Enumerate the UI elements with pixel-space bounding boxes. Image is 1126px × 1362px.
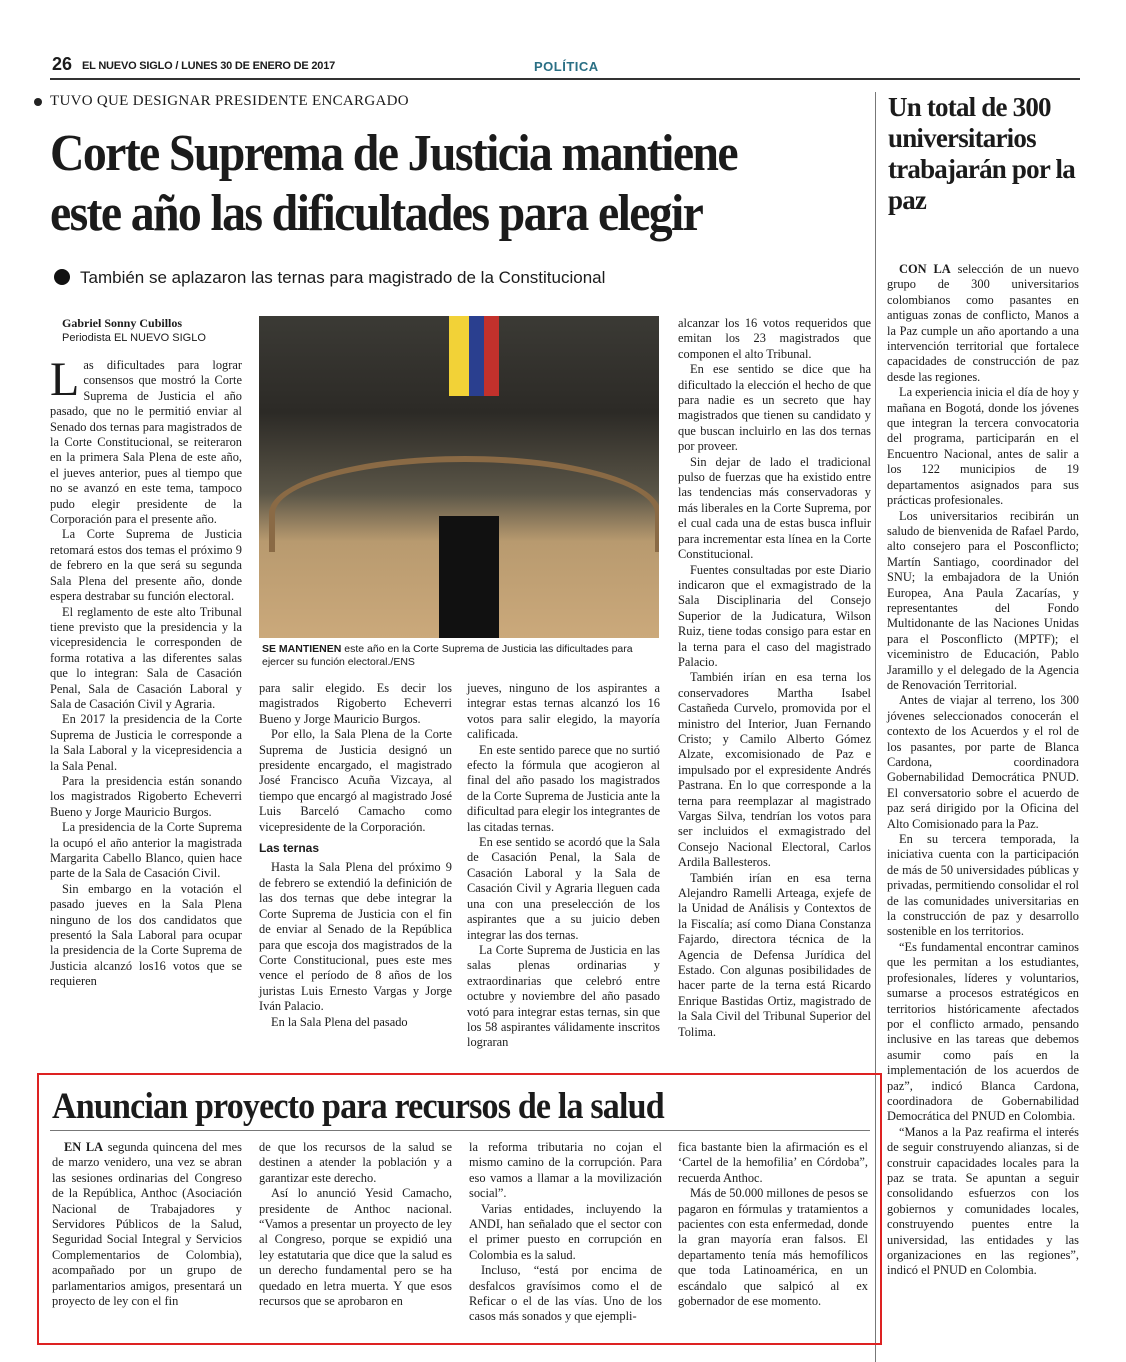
photo-caption: SE MANTIENEN este año en la Corte Suprema de Justicia las dificultades para ejercer su función electoral./ENS [262,643,633,668]
court-photo [259,316,659,638]
byline: Gabriel Sonny Cubillos [62,316,183,330]
drop-cap: L [50,353,80,406]
page-number: 26 [52,54,73,74]
box-column-1: EN LA segunda quincena del mes de marzo venidero, una vez se abran las sesiones ordinarias del Congreso de la República, Anthoc (Asociación Nacional de Trabajadores y Servidores Públicos de la Salud, Seguridad Social Integral y Servicios Complementarios de Colombia), acompañado por un grupo de parlamentarios amigos, presentará un proyecto de ley con el fin [52,1140,243,1309]
flag-shape [449,316,499,396]
article-column-2: para salir elegido. Es decir los magistrados Rigoberto Echeverri Bueno y Jorge Mauricio Burgos. Por ello, la Sala Plena de la Corte Suprema de Justicia designó un presidente encargado, el magistrado José Francisco Acuña Vizcaya, al tiempo que encargó al magistrado José Luis Barceló Camacho como vicepresidente de la Corporación. Las ternas Hasta la Sala Plena del próximo 9 de febrero se extendió la definición de las dos ternas que debe integrar la Corte Suprema de Justicia con el fin de enviar al Senado de la República para que escoja dos magistrados de la Corte Constitucional, pues este mes vence el período de 8 años de los juristas Luis Ernesto Vargas y Jorge Iván Palacio. En la Sala Plena del pasado [259,681,452,1029]
headline: Corte Suprema de Justicia mantiene este año las dificultades para elegir [50,125,737,242]
section-label: POLÍTICA [534,59,599,74]
box-rule [50,1130,870,1131]
box-column-3: la reforma tributaria no cojan el mismo camino de la corrupción. Para eso vamos a llamar a la movilización social”. Varias entidades, incluyendo la ANDI, han señalado que el sector con el primer puesto en corrupción en Colombia es la salud. Incluso, “está por encima de desfalcos gravísimos como el de Reficar o el de las vías. Uno de los casos más sonados y que ejempli- [469,1140,662,1324]
bullet-icon [34,98,42,106]
subheadline: También se aplazaron las ternas para magistrado de la Constitucional [54,268,605,288]
subhead-ternas: Las ternas [259,841,320,856]
box-headline: Anuncian proyecto para recursos de la salud [52,1086,664,1127]
article-column-1: Las dificultades para lograr consensos que mostró la Corte Suprema de Justicia el año pasado, que no le permitió enviar al Senado dos ternas para magistrados de la Corte Constitucional, se reiteraron en la primera Sala Plena de este año, el jueves anterior, pues al tiempo que no se avanzó en este tema, tampoco pudo elegir presidente de la Corporación para el presente año. La Corte Suprema de Justicia retomará estos dos temas el próximo 9 de febrero en la que será su segunda Sala Plena del presente año, donde espera destrabar su función electoral. El reglamento de este alto Tribunal tiene previsto que la presidencia y la vicepresidencia le corresponden de forma rotativa a las diferentes salas que lo integran: Sala de Casación Penal, Sala de Casación Laboral y Sala de Casación Civil y Agraria. En 2017 la presidencia de la Corte Suprema de Justicia le corresponde a la Sala Laboral y la vicepresidencia a la Sala Penal. Para la presidencia están sonando los magistrados Rigoberto Echeverri Bueno y Jorge Mauricio Burgos. La presidencia de la Corte Suprema la ocupó el año anterior la magistrada Margarita Cabello Blanco, quien hace parte de la Sala de Casación Civil. Sin embargo en la votación el pasado jueves en la Sala Plena ninguno de los dos candidatos que presentó la Sala Laboral para ocupar la presidencia de la Corte Suprema de Justicia alcanzó los16 votos que se requieren [50,353,242,989]
byline-role: Periodista EL NUEVO SIGLO [62,332,206,344]
folio: EL NUEVO SIGLO / LUNES 30 DE ENERO DE 2017 [82,60,336,72]
speaker-shape [439,516,499,638]
sidebar-title: Un total de 300 universitarios trabajarán por la paz [888,92,1075,215]
box-column-2: de que los recursos de la salud se destinen a atender la población y a garantizar este derecho. Así lo anunció Yesid Camacho, presidente de Anthoc nacional. “Vamos a presentar un proyecto de ley al Congreso, porque se expidió una ley estatutaria que dice que la salud es un derecho fundamental pero se ha quedado en letra muerta. Y que esos recursos que se aprobaron en [259,1140,452,1309]
kicker: TUVO QUE DESIGNAR PRESIDENTE ENCARGADO [34,93,409,110]
sidebar-body: CON LA selección de un nuevo grupo de 300 universitarios colombianos como pasantes en antiguas zonas de conflicto, Manos a la Paz cumple un año aportando a una intervención territorial que fortalece capacidades de construcción de paz desde las regiones. La experiencia inicia el día de hoy y mañana en Bogotá, donde los jóvenes que integran la tercera convocatoria del programa, participarán en el Encuentro Nacional, antes de salir a los 122 municipios de 19 departamentos asignados para sus prácticas profesionales. Los universitarios recibirán un saludo de bienvenida de Rafael Pardo, alto consejero para el Posconflicto; Martín Santiago, coordinador del SNU; la embajadora de la Unión Europea, Ana Paula Zacarías, y representantes del Fondo Multidonante de las Naciones Unidas para el Posconflicto (MPTF); el viceministro de Educación, Pablo Jaramillo y el delegado de la Agencia de Renovación Territorial. Antes de viajar al terreno, los 300 jóvenes seleccionados conocerán el contexto de los Acuerdos y el rol de los pasantes, por parte de Blanca Cardona, coordinadora Gobernabilidad Democrática PNUD. El conversatorio sobre el acuerdo de paz será dirigido por la Oficina del Alto Comisionado para la Paz. En su tercera temporada, la iniciativa cuenta con la participación de más de 50 universidades públicas y privadas, permitiendo consolidar el rol de las comunidades universitarias en la construcción de paz y desarrollo sostenible en los territorios. “Es fundamental encontrar caminos que les permitan a los estudiantes, profesionales, líderes y voluntarios, sumarse a procesos estratégicos en territorios históricamente afectados por el conflicto armado, pensando inclusive en las tareas que debemos asumir como país en la implementación de los acuerdos de paz”, indicó Blanca Cardona, coordinadora de Gobernabilidad Democrática del PNUD en Colombia. “Manos a la Paz reafirma el interés de seguir construyendo alianzas, si de construir capacidades locales para la paz se trata. Se apuntan a seguir consolidando esfuerzos con los gobiernos y comunidades locales, construyendo puentes entre la universidad, las entidades y las organizaciones en las regiones”, indicó el PNUD en Colombia. [887,262,1079,1278]
bullet-icon [54,269,70,285]
top-rule [50,78,1080,80]
article-column-3: jueves, ninguno de los aspirantes a integrar estas ternas alcanzó los 16 votos para salir elegido, la mayoría calificada. En este sentido parece que no surtió efecto la fórmula que acogieron al final del año pasado los magistrados de la Corte Suprema de Justicia ante la dificultad para elegir los integrantes de las citadas ternas. En ese sentido se acordó que la Sala de Casación Penal, la Sala de Casación Laboral y la Sala de Casación Civil y Agraria lleguen cada una con una preselección de los aspirantes que a su juicio deben integrar las dos ternas. La Corte Suprema de Justicia en las salas plenas ordinarias y extraordinarias que celebró entre octubre y noviembre del año pasado votó para integrar estas ternas, sin que los 58 aspirantes válidamente inscritos lograran [467,681,661,1050]
box-column-4: fica bastante bien la afirmación es el ‘Cartel de la hemofilia’ en Córdoba”, recuerda Anthoc. Más de 50.000 millones de pesos se pagaron en fórmulas y tratamientos a pacientes con esta enfermedad, donde la gran mayoría eran falsos. El departamento tenía más hemofílicos que toda Latinoamérica, en un escándalo que salpicó al ex gobernador de ese momento. [678,1140,868,1309]
article-column-4: alcanzar los 16 votos requeridos que emitan los 23 magistrados que componen el alto Tribunal. En ese sentido se dice que ha dificultado la elección el hecho de que para nadie es un secreto que hay magistrados que tienen su candidato y que buscan incluirlo en las dos ternas por proveer. Sin dejar de lado el tradicional pulso de fuerzas que ha existido entre las tendencias más conservadoras y más liberales en la Corte Suprema, por el cual cada una de estas busca influir para incrementar esta línea en la Corte Constitucional. Fuentes consultadas por este Diario indicaron que el exmagistrado de la Sala Disciplinaria del Consejo Superior de la Judicatura, Wilson Ruiz, tiene todas consigo para estar en la terna para el caso del magistrado Palacio. También irían en esa terna los conservadores Martha Isabel Castañeda Curvelo, promovida por el ministro del Interior, Juan Fernando Cristo; y Camilo Alberto Gómez Alzate, excomisionado de Paz e impulsado por el expresidente Andrés Pastrana. En lo que corresponde a la terna para reemplazar al magistrado Vargas Silva, tendrían los votos para ser incluidos el exmagistrado del Consejo Nacional Electoral, Carlos Ardila Ballesteros. También irían en esa terna Alejandro Ramelli Arteaga, exjefe de la Unidad de Análisis y Contextos de la Fiscalía; así como Diana Constanza Fajardo, directora técnica de la Agencia de Defensa Jurídica del Estado. Con algunas posibilidades de hacer parte de la terna está Ricardo Enrique Bastidas Ortiz, magistrado de la Sala Civil del Tribunal Superior del Tolima. [678,316,871,1039]
